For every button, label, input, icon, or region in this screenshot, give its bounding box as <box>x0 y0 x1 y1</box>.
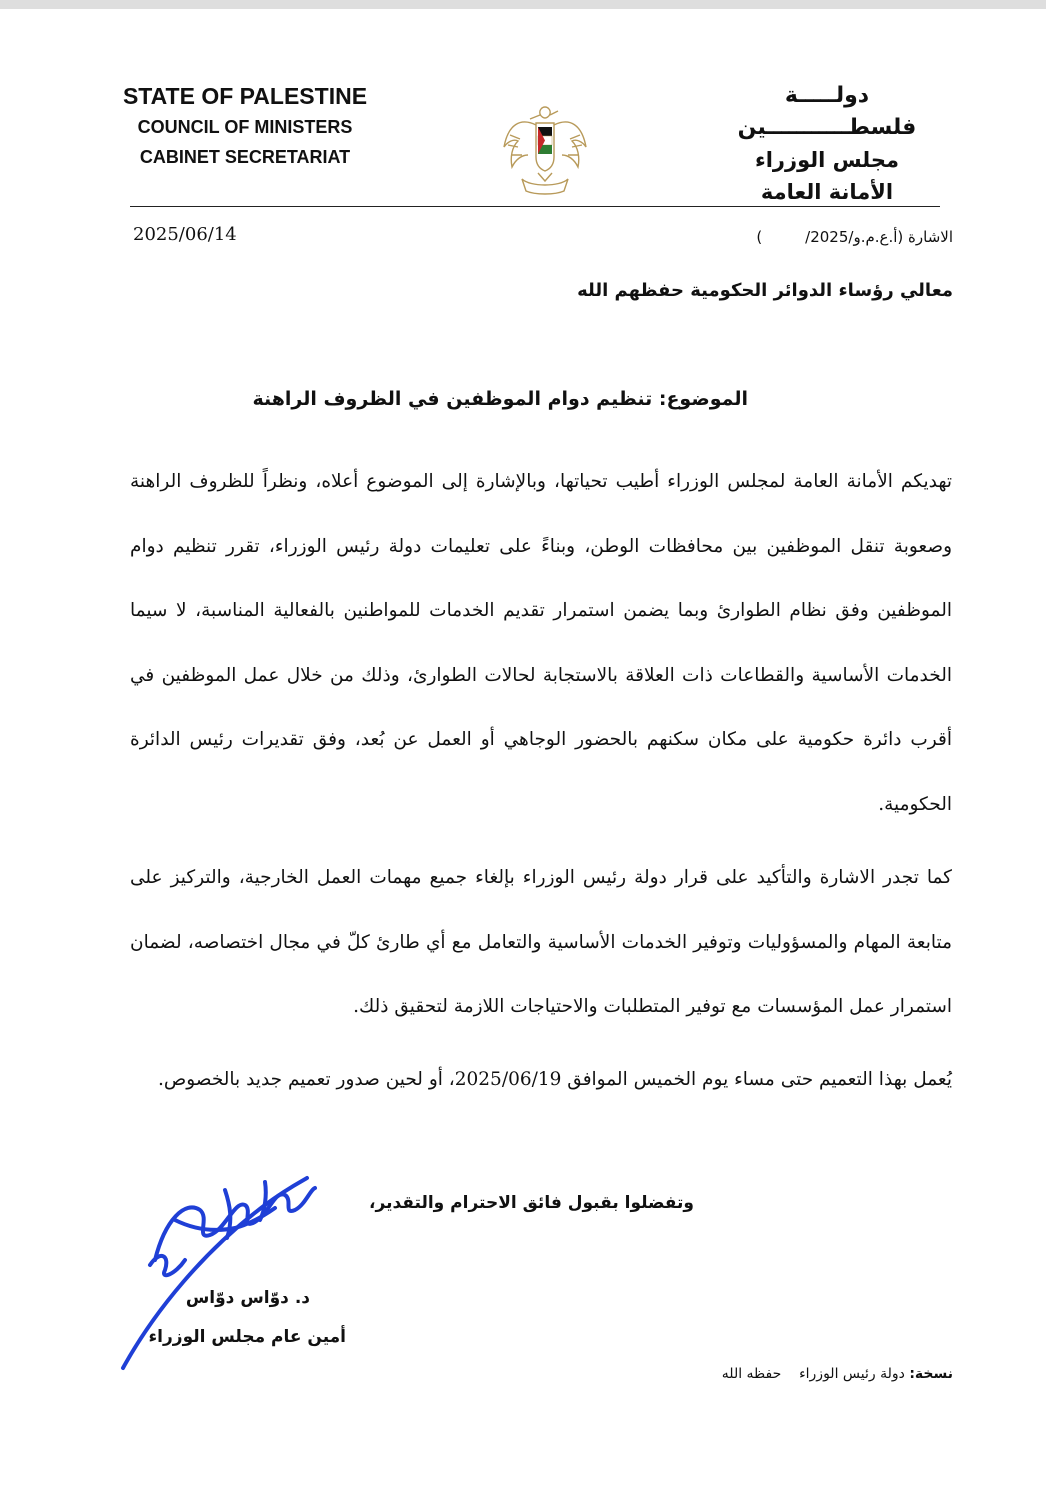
body-paragraph-3: يُعمل بهذا التعميم حتى مساء يوم الخميس الموافق 2025/06/19، أو لحين صدور تعميم جديد بالخصوص. <box>158 1069 952 1090</box>
addressee: معالي رؤساء الدوائر الحكومية حفظهم الله <box>577 280 953 301</box>
letter-date: 2025/06/14 <box>133 224 237 245</box>
header-divider <box>130 206 940 207</box>
copy-recipient: دولة رئيس الوزراء حفظه الله <box>721 1366 910 1382</box>
handwritten-signature <box>115 1160 330 1375</box>
copy-to-line <box>722 1366 953 1382</box>
body-paragraph-2: كما تجدر الاشارة والتأكيد على قرار دولة رئيس الوزراء بإلغاء جميع مهمات العمل الخارجية، والتركيز على متابعة المهام والمسؤوليات وتوفير الخدمات الأساسية والتعامل مع أي طارئ كلّ في مجال اختصاصه، لضمان استمرار عمل المؤسسات مع توفير المتطلبات والاحتياجات اللازمة لتحقيق ذلك. <box>130 867 952 1017</box>
header-ar-state: دولـــــة فلسطـــــــــــين <box>737 83 917 140</box>
signatory-title: أمين عام مجلس الوزراء <box>148 1327 346 1347</box>
header-en-state: STATE OF PALESTINE <box>122 83 368 109</box>
body-paragraph-1: تهديكم الأمانة العامة لمجلس الوزراء أطيب تحياتها، وبالإشارة إلى الموضوع أعلاه، ونظراً للظروف الراهنة وصعوبة تنقل الموظفين بين محافظات الوطن، وبناءً على تعليمات دولة رئيس الوزراء، تقرر تنظيم دوام الموظفين وفق نظام الطوارئ وبما يضمن استمرار تقديم الخدمات للمواطنين بالفعالية المناسبة، لا سيما الخدمات الأساسية والقطاعات ذات العلاقة بالاستجابة لحالات الطوارئ، وذلك من خلال عمل الموظفين في أقرب دائرة حكومية على مكان سكنهم بالحضور الوجاهي أو العمل عن بُعد، وفق تقديرات رئيس الدائرة الحكومية. <box>130 471 952 815</box>
header-en-council: COUNCIL OF MINISTERS <box>137 117 353 137</box>
header-arabic <box>712 80 942 208</box>
palestine-eagle-emblem-icon <box>500 95 590 197</box>
header-ar-secretariat: الأمانة العامة <box>760 180 894 204</box>
header-ar-council: مجلس الوزراء <box>754 148 900 172</box>
header-english <box>100 80 390 172</box>
reference-number: الاشارة (أ.ع.م.و/2025/ ) <box>756 228 953 246</box>
signature-strokes <box>123 1178 315 1368</box>
copy-label: نسخة: <box>909 1366 953 1382</box>
closing-line: وتفضلوا بقبول فائق الاحترام والتقدير، <box>369 1193 694 1213</box>
signatory-name: د. دوّاس دوّاس <box>185 1288 310 1308</box>
subject-line: الموضوع: تنظيم دوام الموظفين في الظروف الراهنة <box>252 388 748 410</box>
top-border <box>0 0 1046 9</box>
header-en-secretariat: CABINET SECRETARIAT <box>139 147 351 167</box>
